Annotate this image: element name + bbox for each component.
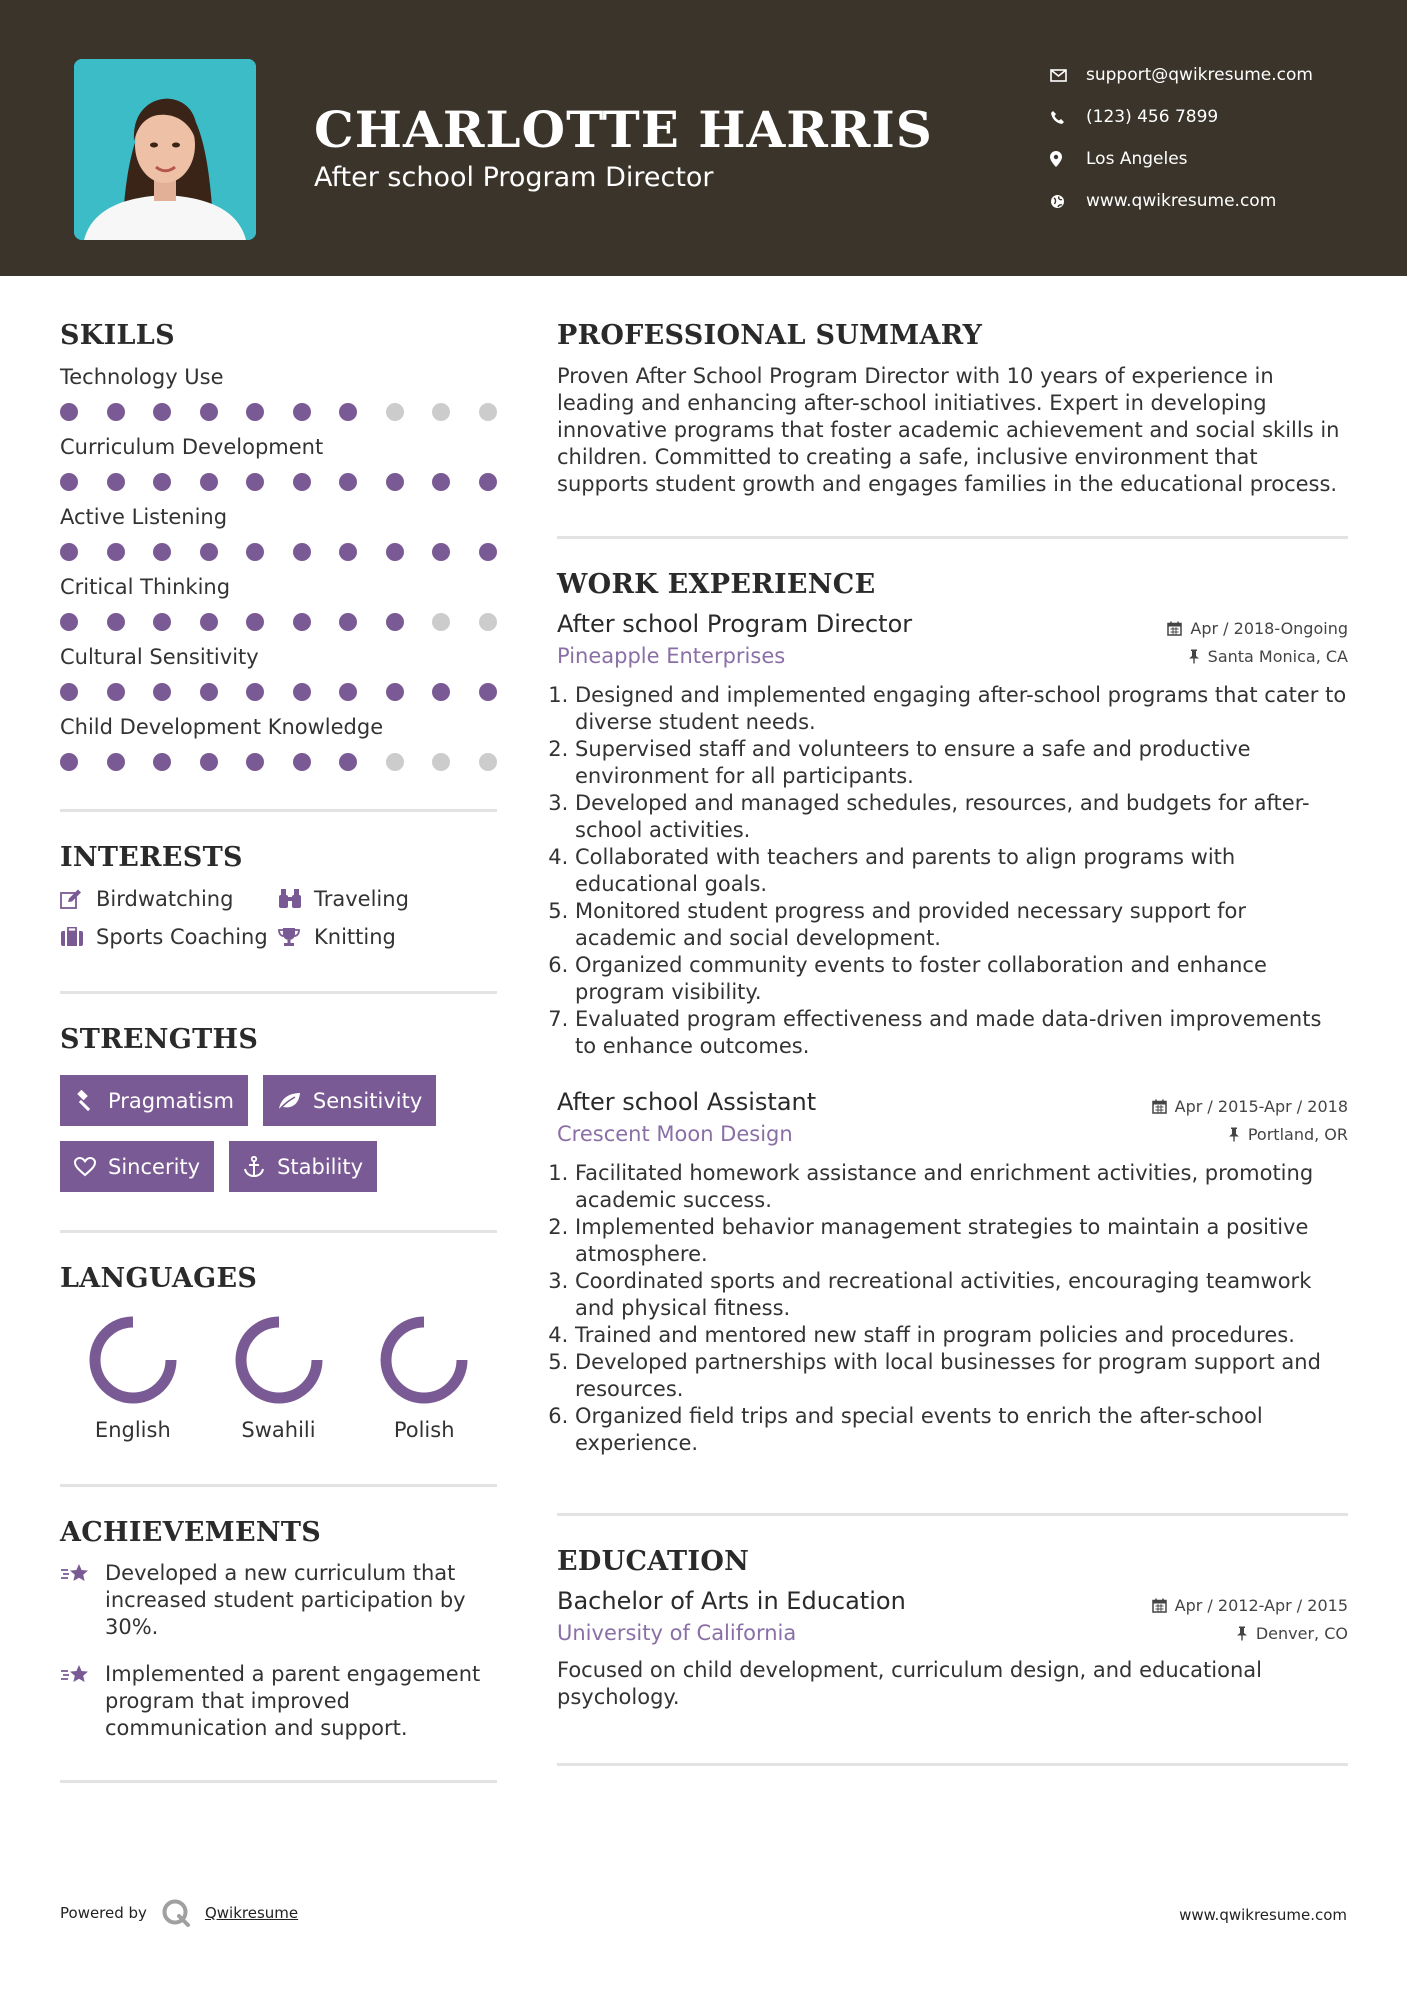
suitcase-icon: [60, 927, 96, 947]
rating-dot-empty: [432, 403, 450, 421]
pushpin-icon: [1228, 1127, 1240, 1142]
resume-header: [0, 0, 1407, 276]
calendar-icon: [1152, 1598, 1167, 1613]
rating-dot-empty: [479, 403, 497, 421]
section-divider: [60, 1484, 497, 1487]
duty-item: 1. Designed and implemented engaging after-school programs that cater to diverse student needs.: [575, 682, 1348, 736]
interest-label: Knitting: [314, 925, 396, 949]
contact-website[interactable]: [1050, 180, 1313, 222]
person-portrait-icon: [74, 59, 256, 240]
skill-name: Cultural Sensitivity: [60, 645, 259, 669]
language-item: [60, 1314, 206, 1442]
rating-dot-filled: [107, 613, 125, 631]
rating-dot-empty: [432, 613, 450, 631]
qwikresume-logo-icon: [161, 1898, 191, 1928]
skill-name: Critical Thinking: [60, 575, 231, 599]
skill-item: [60, 505, 497, 561]
language-arc-fill: [386, 1322, 462, 1398]
job-role: After school Program Director: [557, 610, 913, 638]
language-level-arc: [378, 1314, 470, 1406]
duty-item: 2. Supervised staff and volunteers to ensure a safe and productive environment for all participants.: [575, 736, 1348, 790]
rating-dot-empty: [432, 753, 450, 771]
strength-badge: [263, 1075, 436, 1126]
rating-dot-filled: [200, 753, 218, 771]
strengths-title: STRENGTHS: [60, 1024, 259, 1055]
rating-dot-filled: [339, 403, 357, 421]
job-location-text: Santa Monica, CA: [1207, 646, 1348, 666]
strength-label: Sincerity: [108, 1154, 201, 1179]
section-divider: [60, 1780, 497, 1783]
contact-website-text: www.qwikresume.com: [1086, 191, 1277, 211]
rating-dot-filled: [386, 473, 404, 491]
achievement-text: Developed a new curriculum that increased student participation by 30%.: [105, 1561, 466, 1639]
section-divider: [60, 991, 497, 994]
gavel-icon: [74, 1090, 96, 1112]
language-name: Swahili: [241, 1418, 316, 1442]
rating-dot-filled: [200, 543, 218, 561]
rating-dot-filled: [153, 543, 171, 561]
duty-item: 3. Developed and managed schedules, resources, and budgets for after-school activities.: [575, 790, 1348, 844]
powered-by-text: Powered by: [60, 1904, 147, 1922]
job-dates-text: Apr / 2018-Ongoing: [1190, 619, 1348, 638]
rating-dot-filled: [200, 473, 218, 491]
duties-list: [557, 682, 1348, 1060]
shooting-star-icon: [60, 1661, 105, 1742]
strength-badge: [229, 1141, 377, 1192]
duty-item: 5. Monitored student progress and provided necessary support for academic and social development.: [575, 898, 1348, 952]
shooting-star-icon: [60, 1560, 105, 1641]
skills-title: SKILLS: [60, 320, 175, 351]
rating-dot-filled: [200, 613, 218, 631]
duties-list: [557, 1160, 1348, 1457]
contact-phone-text: (123) 456 7899: [1086, 107, 1219, 127]
interest-item: [60, 925, 278, 949]
job-dates: [1152, 1097, 1348, 1116]
section-divider: [557, 1763, 1348, 1766]
rating-dot-filled: [479, 543, 497, 561]
language-level-arc: [87, 1314, 179, 1406]
rating-dot-filled: [432, 543, 450, 561]
rating-dot-filled: [60, 753, 78, 771]
skill-rating: [60, 403, 497, 421]
rating-dot-filled: [293, 473, 311, 491]
rating-dot-filled: [479, 473, 497, 491]
duty-item: 2. Implemented behavior management strategies to maintain a positive atmosphere.: [575, 1214, 1348, 1268]
rating-dot-filled: [60, 613, 78, 631]
rating-dot-filled: [386, 543, 404, 561]
language-item: [206, 1314, 352, 1442]
interest-item: [60, 887, 278, 911]
language-name: English: [94, 1418, 171, 1442]
language-arc-fill: [95, 1322, 171, 1398]
job-location-text: Portland, OR: [1247, 1124, 1348, 1144]
achievements-title: ACHIEVEMENTS: [60, 1517, 322, 1548]
duty-item: 5. Developed partnerships with local businesses for program support and resources.: [575, 1349, 1348, 1403]
strength-badge: [60, 1141, 214, 1192]
skill-rating: [60, 753, 497, 771]
rating-dot-filled: [479, 683, 497, 701]
section-divider: [557, 536, 1348, 539]
school-name: University of California: [557, 1621, 797, 1645]
rating-dot-filled: [107, 683, 125, 701]
candidate-title: After school Program Director: [314, 162, 714, 193]
language-level-arc: [233, 1314, 325, 1406]
job-entry: [557, 610, 1348, 1060]
rating-dot-filled: [60, 683, 78, 701]
rating-dot-filled: [386, 613, 404, 631]
rating-dot-empty: [386, 403, 404, 421]
achievement-text: Implemented a parent engagement program that improved communication and support.: [105, 1662, 481, 1740]
skill-item: [60, 365, 497, 421]
duty-item: 6. Organized community events to foster collaboration and enhance program visibility.: [575, 952, 1348, 1006]
rating-dot-filled: [339, 473, 357, 491]
edit-icon: [60, 889, 96, 909]
trophy-icon: [278, 927, 314, 947]
rating-dot-filled: [339, 753, 357, 771]
contact-list: [1050, 54, 1313, 222]
rating-dot-filled: [107, 403, 125, 421]
summary-title: PROFESSIONAL SUMMARY: [557, 320, 983, 351]
skill-rating: [60, 613, 497, 631]
skill-name: Curriculum Development: [60, 435, 324, 459]
contact-location: [1050, 138, 1313, 180]
education-dates-text: Apr / 2012-Apr / 2015: [1174, 1596, 1348, 1615]
degree-name: Bachelor of Arts in Education: [557, 1587, 906, 1615]
section-divider: [557, 1513, 1348, 1516]
education-location: [1236, 1624, 1348, 1643]
skill-name: Technology Use: [60, 365, 224, 389]
duty-item: 3. Coordinated sports and recreational activities, encouraging teamwork and physical fitness.: [575, 1268, 1348, 1322]
duty-item: 7. Evaluated program effectiveness and made data-driven improvements to enhance outcomes.: [575, 1006, 1348, 1060]
job-location: [1188, 647, 1348, 666]
anchor-icon: [243, 1156, 265, 1178]
rating-dot-filled: [107, 543, 125, 561]
interests-title: INTERESTS: [60, 842, 243, 873]
rating-dot-empty: [479, 613, 497, 631]
job-role: After school Assistant: [557, 1088, 817, 1116]
achievements-list: [60, 1560, 497, 1742]
interest-label: Sports Coaching: [96, 925, 268, 949]
experience-title: WORK EXPERIENCE: [557, 569, 876, 600]
duty-item: 1. Facilitated homework assistance and enrichment activities, promoting academic success.: [575, 1160, 1348, 1214]
language-item: [351, 1314, 497, 1442]
footer-website[interactable]: www.qwikresume.com: [1179, 1906, 1347, 1924]
calendar-icon: [1167, 621, 1182, 636]
skills-list: [60, 365, 497, 771]
rating-dot-filled: [246, 543, 264, 561]
strength-label: Stability: [277, 1154, 364, 1179]
education-title: EDUCATION: [557, 1546, 750, 1577]
strengths-list: [60, 1075, 497, 1192]
language-arc-fill: [241, 1322, 317, 1398]
duty-item: 4. Collaborated with teachers and parents to align programs with educational goals.: [575, 844, 1348, 898]
duty-item: 4. Trained and mentored new staff in program policies and procedures.: [575, 1322, 1348, 1349]
rating-dot-empty: [479, 753, 497, 771]
contact-location-text: Los Angeles: [1086, 149, 1188, 169]
pushpin-icon: [1188, 649, 1200, 664]
company-name: Crescent Moon Design: [557, 1122, 793, 1146]
skill-name: Active Listening: [60, 505, 228, 529]
contact-phone[interactable]: [1050, 96, 1313, 138]
pushpin-icon: [1236, 1626, 1248, 1641]
rating-dot-filled: [60, 403, 78, 421]
rating-dot-filled: [107, 753, 125, 771]
contact-email-text: support@qwikresume.com: [1086, 65, 1313, 85]
rating-dot-filled: [339, 683, 357, 701]
rating-dot-filled: [200, 403, 218, 421]
footer-powered-by: [60, 1898, 298, 1928]
contact-email[interactable]: [1050, 54, 1313, 96]
rating-dot-filled: [107, 473, 125, 491]
rating-dot-filled: [153, 473, 171, 491]
strength-label: Pragmatism: [108, 1088, 234, 1113]
qwikresume-link[interactable]: Qwikresume: [204, 1904, 299, 1922]
education-entry: [557, 1587, 1348, 1711]
heart-icon: [74, 1157, 96, 1177]
skill-rating: [60, 543, 497, 561]
rating-dot-filled: [293, 753, 311, 771]
binoculars-icon: [278, 889, 314, 909]
envelope-icon: [1050, 69, 1086, 82]
strength-badge: [60, 1075, 248, 1126]
rating-dot-filled: [432, 683, 450, 701]
interest-label: Birdwatching: [96, 887, 234, 911]
rating-dot-filled: [153, 403, 171, 421]
rating-dot-filled: [246, 403, 264, 421]
skill-item: [60, 715, 497, 771]
interest-label: Traveling: [314, 887, 409, 911]
job-location: [1228, 1125, 1348, 1144]
languages-title: LANGUAGES: [60, 1263, 258, 1294]
interests-list: [60, 887, 497, 949]
achievement-item: [60, 1560, 497, 1641]
company-name: Pineapple Enterprises: [557, 644, 786, 668]
rating-dot-filled: [293, 543, 311, 561]
skill-rating: [60, 473, 497, 491]
rating-dot-filled: [293, 683, 311, 701]
skill-name: Child Development Knowledge: [60, 715, 384, 739]
rating-dot-filled: [386, 683, 404, 701]
skill-item: [60, 645, 497, 701]
section-divider: [60, 1230, 497, 1233]
rating-dot-filled: [339, 543, 357, 561]
rating-dot-filled: [153, 683, 171, 701]
education-dates: [1152, 1596, 1348, 1615]
section-divider: [60, 809, 497, 812]
rating-dot-filled: [153, 613, 171, 631]
rating-dot-filled: [246, 613, 264, 631]
strength-label: Sensitivity: [312, 1088, 423, 1113]
language-name: Polish: [393, 1418, 455, 1442]
rating-dot-filled: [339, 613, 357, 631]
education-description: Focused on child development, curriculum design, and educational psychology.: [557, 1658, 1262, 1709]
rating-dot-filled: [246, 473, 264, 491]
interest-item: [278, 887, 497, 911]
languages-list: [60, 1314, 497, 1442]
rating-dot-filled: [60, 543, 78, 561]
profile-photo: [74, 59, 256, 240]
left-column: [60, 320, 497, 1783]
interest-item: [278, 925, 497, 949]
rating-dot-filled: [432, 473, 450, 491]
candidate-name: CHARLOTTE HARRIS: [314, 100, 933, 159]
skill-rating: [60, 683, 497, 701]
rating-dot-filled: [200, 683, 218, 701]
rating-dot-filled: [293, 403, 311, 421]
globe-icon: [1050, 194, 1086, 209]
rating-dot-filled: [60, 473, 78, 491]
skill-item: [60, 435, 497, 491]
skill-item: [60, 575, 497, 631]
duty-item: 6. Organized field trips and special events to enrich the after-school experience.: [575, 1403, 1348, 1457]
job-dates-text: Apr / 2015-Apr / 2018: [1174, 1097, 1348, 1116]
rating-dot-empty: [386, 753, 404, 771]
job-entry: [557, 1088, 1348, 1457]
education-location-text: Denver, CO: [1255, 1623, 1348, 1643]
leaf-icon: [277, 1091, 301, 1111]
achievement-item: [60, 1661, 497, 1742]
right-column: [557, 320, 1348, 1766]
map-pin-icon: [1050, 151, 1086, 167]
summary-text: Proven After School Program Director with 10 years of experience in leading and enhancing after-school initiatives. Expert in developing innovative programs that foster academic achievement and social skills in children. Committed to creating a safe, inclusive environment that supports student growth and engages families in the educational process.: [557, 364, 1340, 496]
rating-dot-filled: [246, 683, 264, 701]
phone-icon: [1050, 110, 1086, 125]
rating-dot-filled: [293, 613, 311, 631]
rating-dot-filled: [246, 753, 264, 771]
calendar-icon: [1152, 1099, 1167, 1114]
rating-dot-filled: [153, 753, 171, 771]
job-dates: [1167, 619, 1348, 638]
